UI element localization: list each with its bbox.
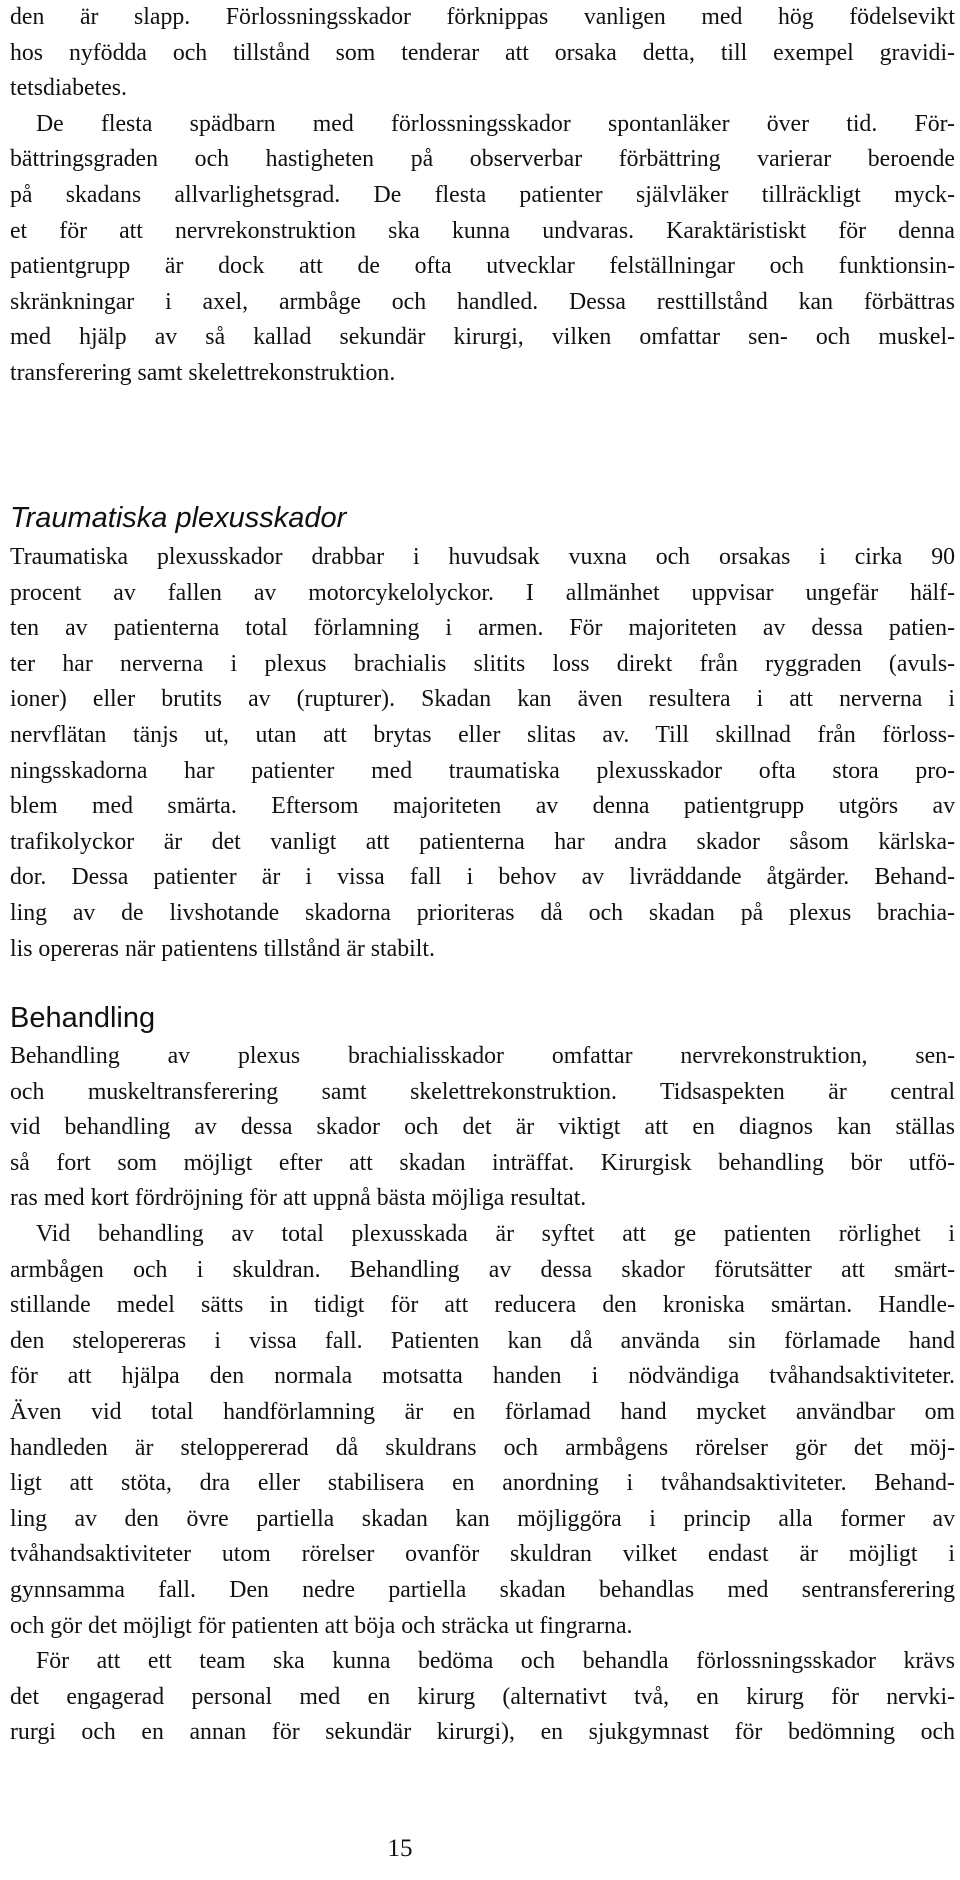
text-line: hos nyfödda och tillstånd som tenderar att orsaka detta, till exempel gravidi- [10,39,955,66]
text-line: med hjälp av så kallad sekundär kirurgi, vilken omfattar sen- och muskel- [10,324,955,351]
text-line: ioner) eller brutits av (rupturer). Skadan kan även resultera i att nerverna i [10,686,955,713]
section-heading: Behandling [10,1002,156,1034]
text-line: Vid behandling av total plexusskada är syftet att ge patienten rörlighet i [36,1220,955,1247]
text-line: och gör det möjligt för patienten att böja och sträcka ut fingrarna. [10,1612,633,1639]
text-line: Behandling av plexus brachialisskador omfattar nervrekonstruktion, sen- [10,1043,955,1069]
text-line: handleden är steloppererad då skuldrans och armbågens rörelser gör det möj- [10,1434,955,1461]
text-line: lis opereras när patientens tillstånd är stabilt. [10,935,435,962]
page-number: 15 [387,1835,413,1862]
text-line: gynnsamma fall. Den nedre partiella skadan behandlas med sentransferering [10,1576,955,1603]
text-line: De flesta spädbarn med förlossningsskador spontanläker över tid. För- [36,110,955,137]
text-line: För att ett team ska kunna bedöma och behandla förlossningsskador krävs [36,1648,955,1675]
text-line: och muskeltransferering samt skelettrekonstruktion. Tidsaspekten är central [10,1078,955,1105]
text-line: trafikolyckor är det vanligt att patienterna har andra skador såsom kärlska- [10,828,955,855]
text-line: ling av de livshotande skadorna prioriteras då och skadan på plexus brachia- [10,899,955,926]
intro-text [10,0,955,392]
text-line: så fort som möjligt efter att skadan inträffat. Kirurgisk behandling bör utfö- [10,1149,955,1176]
text-line: tvåhandsaktiviteter utom rörelser ovanför skuldran vilket endast är möjligt i [10,1541,955,1568]
text-line: den stelopereras i vissa fall. Patienten kan då använda sin förlamade hand [10,1327,955,1354]
text-line: skränkningar i axel, armbåge och handled. Dessa resttillstånd kan förbättras [10,288,955,315]
text-line: rurgi och en annan för sekundär kirurgi), en sjukgymnast för bedömning och [10,1719,955,1746]
section-heading: Traumatiska plexusskador [10,502,347,534]
text-line: för att hjälpa den normala motsatta handen i nödvändiga tvåhandsaktiviteter. [10,1363,955,1390]
text-line: procent av fallen av motorcykelolyckor. I allmänhet uppvisar ungefär hälf- [10,579,955,606]
text-line: stillande medel sätts in tidigt för att reducera den kroniska smärtan. Handle- [10,1292,955,1319]
text-line: nervflätan tänjs ut, utan att brytas eller slitas av. Till skillnad från förloss- [10,721,955,748]
text-line: ras med kort fördröjning för att uppnå bästa möjliga resultat. [10,1185,587,1212]
text-line: den är slapp. Förlossningsskador förknippas vanligen med hög födelsevikt [10,4,955,30]
section-text [10,540,955,967]
text-line: patientgrupp är dock att de ofta utvecklar felställningar och funktionsin- [10,253,955,280]
text-line: bättringsgraden och hastigheten på observerbar förbättring varierar beroende [10,146,955,173]
section-text [10,1039,955,1751]
text-line: ningsskadorna har patienter med traumatiska plexusskador ofta stora pro- [10,757,955,784]
text-line: ter har nerverna i plexus brachialis slitits loss direkt från ryggraden (avuls- [10,650,955,677]
text-line: på skadans allvarlighetsgrad. De flesta patienter självläker tillräckligt myck- [10,181,955,208]
text-line: vid behandling av dessa skador och det är viktigt att en diagnos kan ställas [10,1114,955,1141]
text-line: Traumatiska plexusskador drabbar i huvudsak vuxna och orsakas i cirka 90 [10,544,955,570]
text-line: dor. Dessa patienter är i vissa fall i behov av livräddande åtgärder. Behand- [10,864,955,891]
text-line: blem med smärta. Eftersom majoriteten av denna patientgrupp utgörs av [10,793,955,820]
text-line: ten av patienterna total förlamning i armen. För majoriteten av dessa patien- [10,615,955,642]
text-line: tetsdiabetes. [10,75,127,102]
text-line: Även vid total handförlamning är en förlamad hand mycket användbar om [10,1398,955,1425]
text-line: ling av den övre partiella skadan kan möjliggöra i princip alla former av [10,1505,955,1532]
text-line: et för att nervrekonstruktion ska kunna undvaras. Karaktäristiskt för denna [10,217,955,244]
text-line: det engagerad personal med en kirurg (alternativt två, en kirurg för nervki- [10,1683,955,1710]
text-line: ligt att stöta, dra eller stabilisera en anordning i tvåhandsaktiviteter. Behand- [10,1470,955,1497]
text-line: transferering samt skelettrekonstruktion. [10,359,396,386]
text-line: armbågen och i skuldran. Behandling av dessa skador förutsätter att smärt- [10,1256,955,1283]
